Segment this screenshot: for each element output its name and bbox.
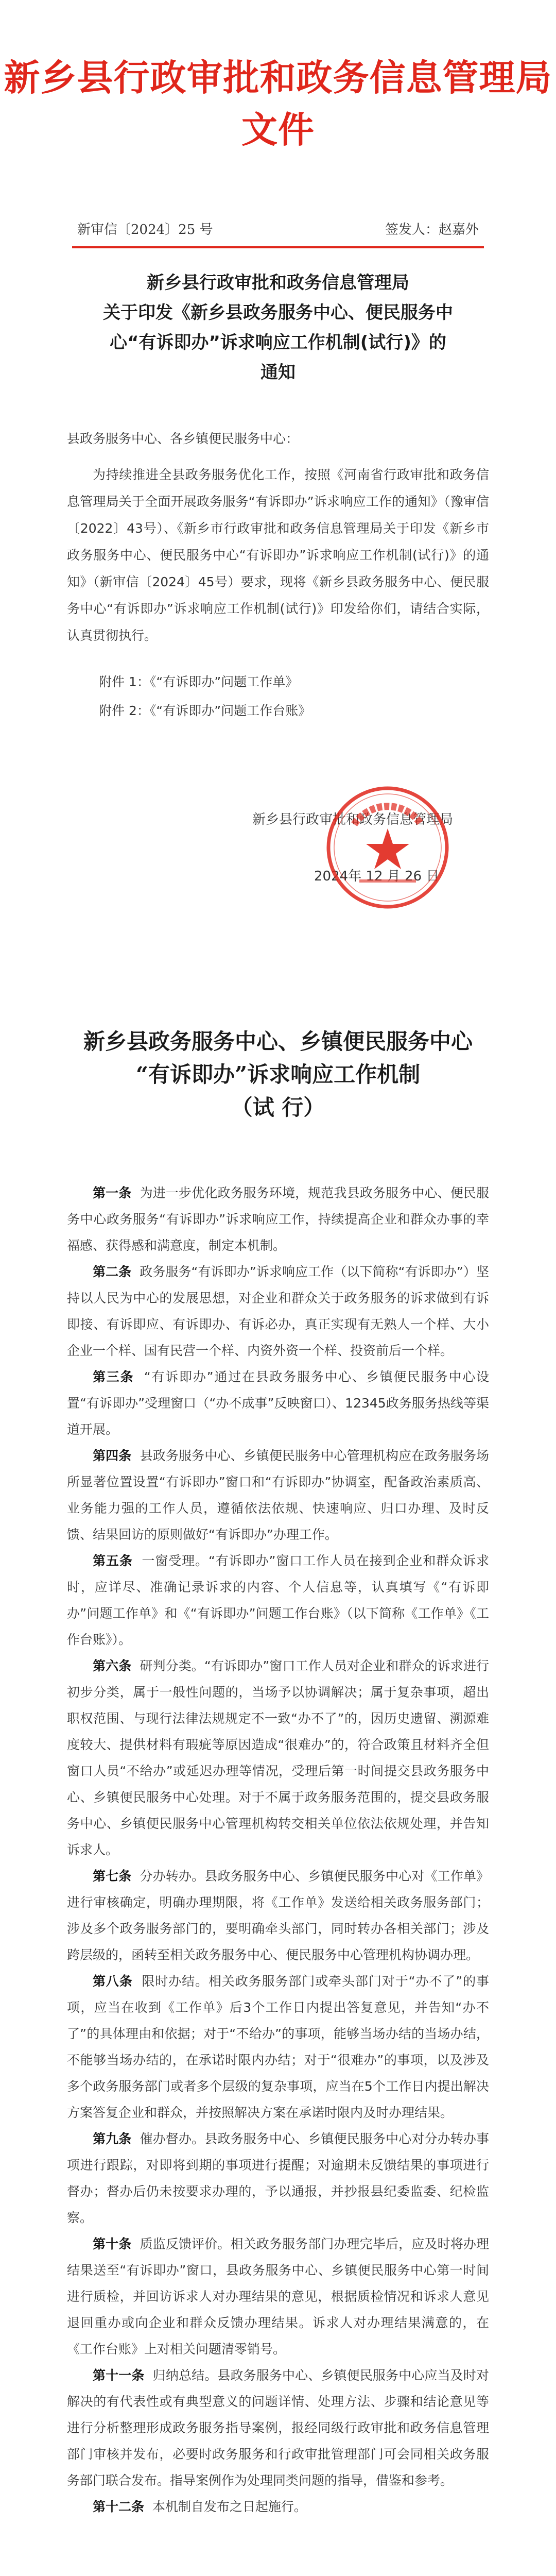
issue-date: 2024年 12 月 26 日 [314,869,440,884]
red-divider-line [72,246,484,248]
notice-body: 为持续推进全县政务服务优化工作，按照《河南省行政审批和政务信息管理局关于全面开展政务服务“有诉即办”诉求响应工作的通知》（豫审信〔2022〕43号）、《新乡市行政审批和政务信息管理局关于印发《新乡市政务服务中心、便民服务中心“有诉即办”诉求响应工作机制(试行)》的通知》（新审信〔2024〕45号）要求，现将《新乡县政务服务中心、便民服务中心“有诉即办”诉求响应工作机制(试行)》印发给你们，请结合实际，认真贯彻执行。 [67,467,489,643]
article-text: 归纳总结。县政务服务中心、乡镇便民服务中心应当及时对解决的有代表性或有典型意义的问题详情、处理方法、步骤和结论意见等进行分析整理形成政务服务指导案例，报经同级行政审批和政务信息管理部门审核并发布，必要时政务服务和行政审批管理部门可会同相关政务服务部门联合发布。指导案例作为处理同类问题的指导，借鉴和参考。 [67,2368,489,2488]
notice-title-line: 关于印发《新乡县政务服务中心、便民服务中 [103,302,453,323]
article-text: 为进一步优化政务服务环境，规范我县政务服务中心、便民服务中心政务服务“有诉即办”诉求响应工作，持续提高企业和群众办事的幸福感、获得感和满意度，制定本机制。 [67,1185,489,1253]
article-7 [67,1863,489,1968]
signer: 签发人：赵嘉外 [385,222,479,238]
article-text: 限时办结。相关政务服务部门或牵头部门对于“办不了”的事项，应当在收到《工作单》后3个工作日内提出答复意见，并告知“办不了”的具体理由和依据；对于“不给办”的事项，能够当场办结的当场办结，不能够当场办结的，在承诺时限内办结；对于“很难办”的事项，以及涉及多个政务服务部门或者多个层级的复杂事项，应当在5个工作日内提出解决方案答复企业和群众，并按照解决方案在承诺时限内及时办理结果。 [67,1974,489,2120]
article-text: 本机制自发布之日起施行。 [152,2499,307,2514]
article-2 [67,1259,489,1364]
article-number: 第九条 [93,2131,132,2146]
article-11 [67,2362,489,2494]
issuer-name: 新乡县行政审批和政务信息管理局 [252,812,454,827]
notice-title-line: 通知 [260,362,296,383]
attachment-item: 附件 2：《“有诉即办”问题工作台账》 [99,703,311,718]
notice-title [77,268,479,387]
article-8 [67,1968,489,2126]
regulation-title [72,1025,484,1124]
article-number: 第十条 [93,2236,132,2251]
notice-title-line: 新乡县行政审批和政务信息管理局 [147,273,409,293]
article-3 [67,1364,489,1443]
regulation-title-line: “有诉即办”诉求响应工作机制 [135,1062,421,1087]
article-text: 一窗受理。“有诉即办”窗口工作人员在接到企业和群众诉求时，应详尽、准确记录诉求的内容、个人信息等，认真填写《“有诉即办”问题工作单》和《“有诉即办”问题工作台账》（以下简称《工作单》《工作台账》）。 [67,1553,489,1647]
article-text: 质监反馈评价。相关政务服务部门办理完毕后，应及时将办理结果送至“有诉即办”窗口，县政务服务中心、乡镇便民服务中心第一时间进行质检，并回访诉求人对办理结果的意见，根据质检情况和诉求人意见退回重办或向企业和群众反馈办理结果。诉求人对办理结果满意的，在《工作台账》上对相关问题清零销号。 [67,2236,489,2357]
notice-addressee: 县政务服务中心、各乡镇便民服务中心： [67,431,299,446]
article-12 [67,2494,489,2520]
article-number: 第十一条 [93,2368,145,2383]
article-text: “有诉即办”通过在县政务服务中心、乡镇便民服务中心设置“有诉即办”受理窗口（“办不成事”反映窗口）、12345政务服务热线等渠道开展。 [67,1369,489,1437]
article-number: 第七条 [93,1869,132,1884]
document-number: 新审信〔2024〕25 号 [77,222,213,238]
document-header-title: 新乡县行政审批和政务信息管理局文件 [4,56,552,151]
article-text: 分办转办。县政务服务中心、乡镇便民服务中心对《工作单》进行审核确定，明确办理期限，将《工作单》发送给相关政务服务部门；涉及多个政务服务部门的，要明确牵头部门，同时转办各相关部门；涉及跨层级的，函转至相关政务服务中心、便民服务中心管理机构协调办理。 [67,1869,489,1962]
article-text: 催办督办。县政务服务中心、乡镇便民服务中心对分办转办事项进行跟踪，对即将到期的事项进行提醒；对逾期未反馈结果的事项进行督办；督办后仍未按要求办理的，予以通报，并抄报县纪委监委、纪检监察。 [67,2131,489,2225]
article-number: 第二条 [93,1264,132,1279]
regulation-page [0,979,556,2576]
article-6 [67,1653,489,1863]
attachment-item: 附件 1：《“有诉即办”问题工作单》 [99,674,299,689]
article-text: 政务服务“有诉即办”诉求响应工作（以下简称“有诉即办”）坚持以人民为中心的发展思想，对企业和群众关于政务服务的诉求做到有诉即接、有诉即应、有诉即办、有诉必办，真正实现有无熟人一个样、大小企业一个样、国有民营一个样、内资外资一个样、投资前后一个样。 [67,1264,489,1358]
article-number: 第五条 [93,1553,133,1568]
article-text: 县政务服务中心、乡镇便民服务中心管理机构应在政务服务场所显著位置设置“有诉即办”窗口和“有诉即办”协调室，配备政治素质高、业务能力强的工作人员，遵循依法依规、快速响应、归口办理、及时反馈、结果回访的原则做好“有诉即办”办理工作。 [67,1448,489,1542]
article-number: 第一条 [93,1185,132,1200]
article-number: 第十二条 [93,2499,145,2514]
article-number: 第四条 [93,1448,132,1463]
article-9 [67,2126,489,2231]
article-number: 第六条 [93,1658,132,1673]
article-1 [67,1180,489,1259]
article-10 [67,2231,489,2362]
article-number: 第三条 [93,1369,134,1384]
notice-page [0,0,556,979]
article-number: 第八条 [93,1974,133,1989]
article-text: 研判分类。“有诉即办”窗口工作人员对企业和群众的诉求进行初步分类，属于一般性问题的，当场予以协调解决；属于复杂事项，超出职权范围、与现行法律法规规定不一致“办不了”的，因历史遗留、溯源难度较大、提供材料有瑕疵等原因造成“很难办”的，符合政策且材料齐全但窗口人员“不给办”或延迟办理等情况，受理后第一时间提交县政务服务中心、乡镇便民服务中心处理。对于不属于政务服务范围的，提交县政务服务中心、乡镇便民服务中心管理机构转交相关单位依法依规处理，并告知诉求人。 [67,1658,489,1857]
regulation-title-line: 新乡县政务服务中心、乡镇便民服务中心 [83,1029,473,1054]
regulation-title-line: （试 行） [231,1095,325,1120]
official-seal-icon [323,783,452,912]
article-4 [67,1443,489,1548]
article-5 [67,1548,489,1653]
notice-title-line: 心“有诉即办”诉求响应工作机制(试行)》的 [110,332,446,353]
regulation-articles [67,1180,489,2520]
attachment-list [99,668,521,725]
